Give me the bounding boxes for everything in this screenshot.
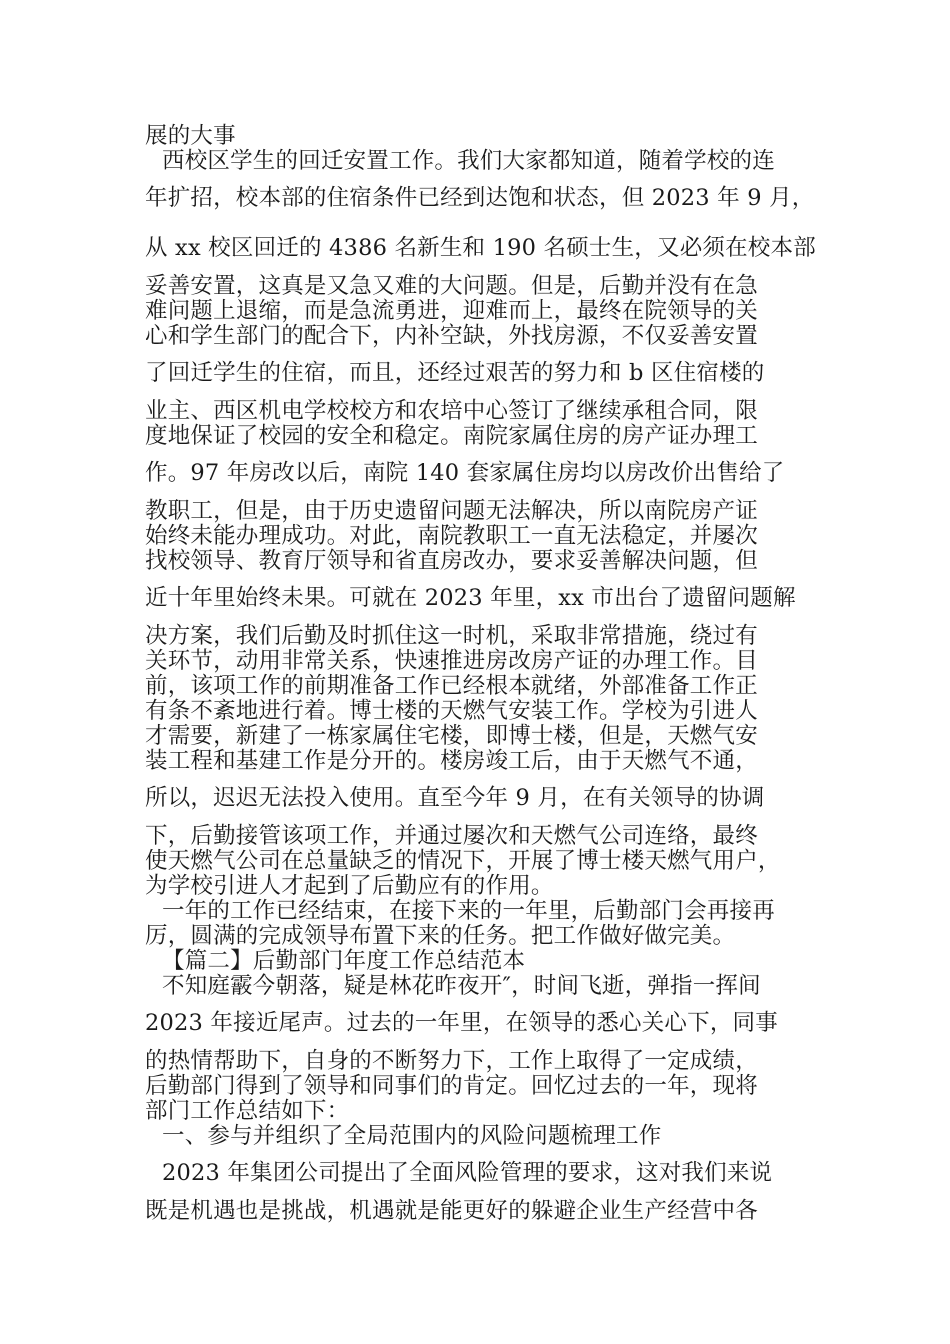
text-line: 装工程和基建工作是分开的。楼房竣工后，由于天燃气不通， [145, 748, 758, 774]
text-line: 后勤部门得到了领导和同事们的肯定。回忆过去的一年，现将 [145, 1073, 758, 1099]
text-line: 才需要，新建了一栋家属住宅楼，即博士楼，但是，天燃气安 [145, 723, 758, 749]
text-line: 始终未能办理成功。对此，南院教职工一直无法稳定，并屡次 [145, 523, 758, 549]
text-line: 妥善安置，这真是又急又难的大问题。但是，后勤并没有在急 [145, 273, 758, 299]
text-line: 前，该项工作的前期准备工作已经根本就绪，外部准备工作正 [145, 673, 758, 699]
text-line: 既是机遇也是挑战，机遇就是能更好的躲避企业生产经营中各 [145, 1198, 758, 1224]
text-line: 关环节，动用非常关系，快速推进房改房产证的办理工作。目 [145, 648, 758, 674]
text-line: 从 xx 校区回迁的 4386 名新生和 190 名硕士生，又必须在校本部 [145, 235, 816, 261]
text-line: 了回迁学生的住宿，而且，还经过艰苦的努力和 b 区住宿楼的 [145, 360, 765, 386]
text-line: 厉，圆满的完成领导布置下来的任务。把工作做好做完美。 [145, 923, 736, 949]
text-line: 作。97 年房改以后，南院 140 套家属住房均以房改价出售给了 [145, 460, 785, 486]
section-heading: 【篇二】后勤部门年度工作总结范本 [162, 948, 526, 974]
text-line: 业主、西区机电学校校方和农培中心签订了继续承租合同，限 [145, 398, 758, 424]
text-line: 心和学生部门的配合下，内补空缺，外找房源，不仅妥善安置 [145, 323, 758, 349]
text-line: 的热情帮助下，自身的不断努力下，工作上取得了一定成绩， [145, 1048, 758, 1074]
text-line: 度地保证了校园的安全和稳定。南院家属住房的房产证办理工 [145, 423, 758, 449]
text-line: 下，后勤接管该项工作，并通过屡次和天燃气公司连络，最终 [145, 823, 758, 849]
text-line: 为学校引进人才起到了后勤应有的作用。 [145, 873, 554, 899]
text-line: 展的大事 [145, 123, 236, 149]
text-line: 有条不紊地进行着。博士楼的天燃气安装工作。学校为引进人 [145, 698, 758, 724]
text-line: 部门工作总结如下： [145, 1098, 350, 1124]
text-line: 西校区学生的回迁安置工作。我们大家都知道，随着学校的连 [162, 148, 775, 174]
text-line: 决方案，我们后勤及时抓住这一时机，采取非常措施，绕过有 [145, 623, 758, 649]
text-line: 年扩招，校本部的住宿条件已经到达饱和状态，但 2023 年 9 月， [145, 185, 815, 211]
text-line: 近十年里始终未果。可就在 2023 年里，xx 市出台了遗留问题解 [145, 585, 796, 611]
text-line: 一年的工作已经结束，在接下来的一年里，后勤部门会再接再 [162, 898, 775, 924]
subsection-heading: 一、参与并组织了全局范围内的风险问题梳理工作 [162, 1123, 662, 1149]
text-line: 2023 年接近尾声。过去的一年里，在领导的悉心关心下，同事 [145, 1010, 778, 1036]
text-line: 找校领导、教育厅领导和省直房改办，要求妥善解决问题，但 [145, 548, 758, 574]
text-line: 难问题上退缩，而是急流勇进，迎难而上，最终在院领导的关 [145, 298, 758, 324]
text-line: 不知庭霰今朝落，疑是林花昨夜开″，时间飞逝，弹指一挥间 [162, 973, 761, 999]
text-line: 使天燃气公司在总量缺乏的情况下，开展了博士楼天燃气用户， [145, 848, 781, 874]
text-line: 2023 年集团公司提出了全面风险管理的要求，这对我们来说 [162, 1160, 773, 1186]
text-line: 所以，迟迟无法投入使用。直至今年 9 月，在有关领导的协调 [145, 785, 765, 811]
text-line: 教职工，但是，由于历史遗留问题无法解决，所以南院房产证 [145, 498, 758, 524]
